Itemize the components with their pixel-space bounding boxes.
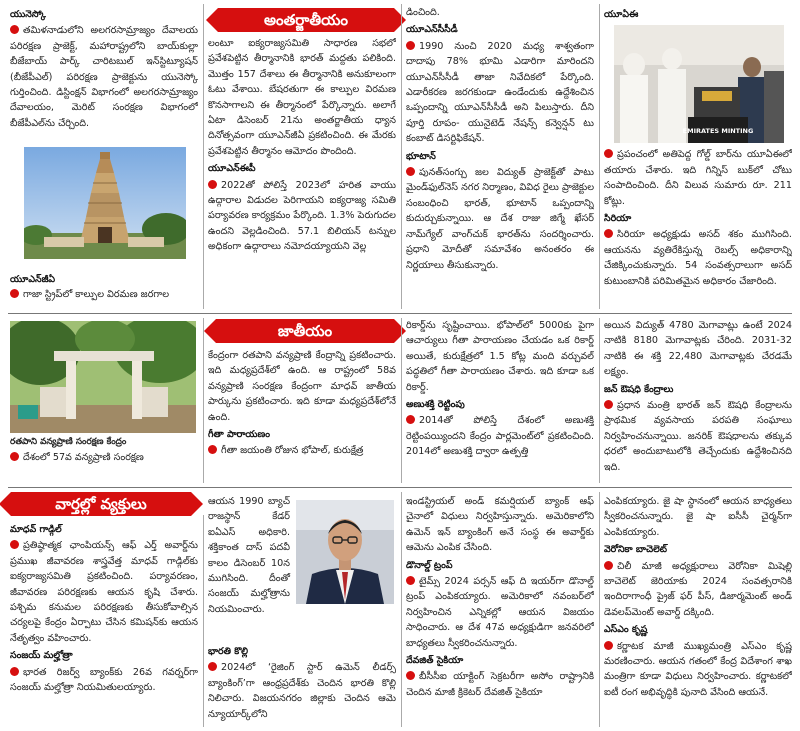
paragraph: పునత్‌సంగ్చు జల విద్యుత్ ప్రాజెక్ట్‌తో పాటు మైండ్‌ఫుల్‌నెస్ నగర నిర్మాణం, వివిధ రైలు ప్రాజెక్టుల సంబంధించి భారత్, భూటాన్ ఒప్పందాన్ని కుదుర్చుకున్నాయి. ఆ దేశ రాజు జిగ్మే ఖేసర్ నామ్‌గ్యేల్ వాంగ్‌చుక్ భారత్‌ను సందర్శించారు. ప్రధాని మోదీతో సమావేశం అనంతరం ఈ నిర్ణయాలు తీసుకున్నారు. [406,167,594,271]
heading: వెరోనికా బాచెలెట్ [604,544,667,556]
bullet-icon [208,662,217,671]
heading: సిరియా [604,213,632,225]
portrait-photo [296,500,394,604]
paragraph: బీసీసీఐ యాక్టింగ్ సెక్రటరీగా అసోం రాష్ట్రానికి చెందిన మాజీ క్రికెటర్ దేవజిత్ సైకియా [406,671,594,698]
paragraph: రికార్డ్‌ను సృష్టించాయి. భోపాల్‌లో 5000కు పైగా ఆచార్యులు గీతా పారాయణం చేయడం ఒక రికార్డ్ అయితే, కురుక్షేత్రలో 1.5 కోట్ల మంది వర్చువల్ పద్ధతిలో గీతా పారాయణం చేశారు. ఇది కూడా ఒక రికార్డ్. [406,320,594,393]
article-uae [604,5,792,307]
bullet-icon [10,25,19,34]
paragraph: గీతా జయంతి రోజున భోపాల్, కురుక్షేత్ర [208,443,396,458]
bullet-icon [208,445,217,454]
article-unccd [406,5,594,307]
article-gadgil [10,520,198,728]
paragraph: ఎంపికయ్యారు. జై షా స్థానంలో ఆయన బాధ్యతలు స్వీకరించనున్నారు. జై షా ఐసీసీ చైర్మన్‌గా ఎంపికయ్యారు. [604,496,792,538]
article-kolli-trump [406,494,594,728]
paragraph: లంటూ ఐక్యరాజ్యసమితి సాధారణ సభలో ప్రవేశపెట్టిన తీర్మానానికి భారత్ మద్దతు పలికింది. మొత్తం 157 దేశాలు ఈ తీర్మానానికి అనుకూలంగా ఓటు వేశాయి. బేషరతుగా ఈ కాల్పుల విరమణ కొనసాగాలని ఈ తీర్మానంలో పేర్కొన్నారు. అలాగే ఏటా డిసెంబర్ 21ను అంతర్జాతీయ ధ్యాన దినోత్సవంగా యూఎన్‌జీఏ ప్రకటించింది. ఈ మేరకు ప్రవేశపెట్టిన తీర్మానం ఆమోదం పొందింది. [208,38,396,157]
col-divider [599,492,600,727]
paragraph: డించింది. [406,7,440,18]
bullet-icon [208,180,217,189]
col-divider [203,515,204,727]
bullet-icon [10,667,19,676]
paragraph: ఇండస్ట్రియల్ అండ్ కమర్షియల్ బ్యాంక్ ఆఫ్ చైనాలో విధులు నిర్వహిస్తున్నారు. అమెరికాలోని ఉమెన్ ఇన్ బ్యాంకింగ్ అనే సంస్థ ఈ అవార్డ్‌కు ఆమెను ఎంపిక చేసింది. [406,496,594,554]
divider-top [8,313,792,314]
paragraph: భారత రిజర్వ్ బ్యాంక్‌కు 26వ గవర్నర్‌గా సంజయ్ మల్హోత్రా నియమితులయ్యారు. [10,666,198,694]
gold-bar-photo [614,25,784,143]
bullet-icon [10,289,19,298]
col-divider [203,4,204,309]
article-malhotra [208,494,396,728]
article-gita-record [406,318,594,483]
paragraph: 1990 నుంచి 2020 మధ్య శాశ్వతంగా దాదాపు 78% భూమి ఎడారిగా మారిందని యూఎన్‌సీసీడీ తాజా నివేదికలో పేర్కొంది. ఎడారీకరణ జరగకుండా ఉండేందుకు ఉద్దేశించిన ఒప్పందాన్ని యూఎన్‌సీసీడీ అని పిలుస్తారు. దీని పూర్తి రూపం- యునైటెడ్ నేషన్స్ కన్వెన్షన్ టు కంబాట్ డిసర్టిఫికేషన్. [406,40,594,145]
paragraph: అయిన విద్యుత్ 4780 మెగావాట్లు ఉంటే 2024 నాటికి 8180 మెగావాట్లకు చేరింది. 2031-32 నాటికి ఈ శక్తి 22,480 మెగావాట్లకు చేరడమే లక్ష్యం. [604,320,792,378]
heading: యూఎన్‌సీసీడీ [406,24,458,36]
paragraph: తమిళనాడులోని అలగరసామ్రాజ్యం దేవాలయ పరిరక్షణ ప్రాజెక్ట్, మహారాష్ట్రలోని బాయ్‌కుల్లా బీజేబాయ్ పార్క్ చారిటబుల్ ఇన్‌స్టిట్యూషన్ (బీజేపీఎల్) పరిరక్షణ ప్రాజెక్టును యునెస్కో గుర్తించింది. డిస్టింక్షన్ విభాగంలో అలగరసామ్రాజ్యం దేవాలయం, మెరిట్ సంరక్షణ విభాగంలో బీజేపీఎల్‌ను చేర్చింది. [10,25,198,129]
col-divider [203,318,204,483]
bullet-icon [406,167,415,176]
heading: యునెస్కో [10,9,46,20]
paragraph: 2014తో పోలిస్తే దేశంలో అణుశక్తి రెట్టింపయ్యిందని కేంద్రం పార్లమెంట్‌లో ప్రకటించింది. 2014లో అణుశక్తి ద్వారా ఉత్పత్తి [406,415,594,458]
heading: అణుశక్తి రెట్టింపు [406,399,465,411]
bullet-icon [406,415,415,424]
paragraph: టైమ్స్ 2024 పర్సన్ ఆఫ్ ది ఇయర్‌గా డొనాల్డ్ ట్రంప్ ఎంపికయ్యారు. అమెరికాలో నవంబర్‌లో నిర్వహించిన ఎన్నికల్లో ఆయన విజయం సాధించారు. ఆ దేశ 47వ అధ్యక్షుడిగా జనవరిలో బాధ్యతలు స్వీకరించనున్నారు. [406,576,594,649]
heading: యూఎన్‌ఈపీ [208,163,256,175]
paragraph: సిరియా అధ్యక్షుడు అసద్ శకం ముగిసింది. ఆయనను వ్యతిరేకిస్తున్న రెబల్స్ అధికారాన్ని చేజిక్కించుకున్నారు. 54 సంవత్సరాలుగా అసద్ కుటుంబానికి పరిమితమైన అధికారం చేజారింది. [604,229,792,287]
banner-persons: వార్తల్లో వ్యక్తులు [11,492,191,516]
article-nuclear [604,318,792,483]
paragraph: ఆయన 1990 బ్యాచ్ రాజస్థాన్ కేడర్ ఐఏఎస్ అధికారి. శక్తికాంత దాస్ పదవీ కాలం డిసెంబర్ 10న ముగిసింది. దీంతో సంజయ్ మల్హోత్రాను నియమించారు. [208,496,290,615]
heading: ఎస్ఎం కృష్ణ [604,624,648,636]
paragraph: 2022తో పోలిస్తే 2023లో హరిత వాయు ఉద్గారాల విడుదల పెరిగాయని ఐక్యరాజ్య సమితి పర్యావరణ కార్యక్రమం పేర్కొంది. 1.3% పెరుగుదల ఉందని వెల్లడించింది. 57.1 బిలియన్ టన్నుల అధికంగా ఉద్గారాలు నమోదయ్యాయని వెల్ల [208,179,396,253]
banner-national: జాతీయం [216,319,394,343]
col-divider [401,318,402,483]
bullet-icon [604,641,613,650]
heading: జన్ ఔషధి కేంద్రాలు [604,383,674,395]
temple-photo [24,147,186,259]
bullet-icon [406,41,415,50]
bullet-icon [604,229,613,238]
banner-international: అంతర్జాతీయం [218,8,394,32]
bullet-icon [604,149,613,158]
heading: యూఎన్‌జీఏ [10,274,56,285]
heading: గీతా పారాయణం [208,429,270,441]
article-saikia-bachelet [604,494,792,728]
divider-bottom [8,487,792,488]
paragraph: దేశంలో 57వ వన్యప్రాణి సంరక్షణ [10,450,198,465]
bullet-icon [406,671,415,680]
bullet-icon [604,400,613,409]
heading: భారతి కొల్లి [208,646,248,657]
article-wildlife [208,348,396,483]
paragraph: ప్రధాన మంత్రి భారత్ జన్ ఔషధి కేంద్రాలను ప్రాథమిక వ్యవసాయ పరపతి సంఘాలు నిర్వహించనున్నాయి. జనరిక్ ఔషధాలను తక్కువ ధరలో అందుబాటులోకి తెచ్చేందుకు ఉద్దేశించినది ఇది. [604,400,792,473]
heading: దేవజిత్ సైకియా [406,655,464,667]
bullet-icon [406,576,415,585]
heading: డొనాల్డ్ ట్రంప్ [406,559,453,571]
heading: యూఏఈ [604,9,639,20]
bullet-icon [604,561,613,570]
heading: భూటాన్ [406,150,436,162]
paragraph: ప్రపంచంలో అతిపెద్ద గోల్డ్ బార్‌ను యూఏఈలో తయారు చేశారు. ఇది గిన్నిస్ బుక్‌లో చోటు సంపాదించింది. దీని విలువ సుమారు రూ. 211 కోట్లు. [604,149,792,207]
emirates-minting-label: EMIRATES MINTING [682,127,754,136]
heading: సంజయ్ మల్హోత్రా [10,650,73,662]
paragraph: గాజా స్ట్రిప్‌లో కాల్పుల విరమణ జరగాల [10,287,169,302]
col-divider [401,4,402,309]
photo-caption: రతపాని వన్యప్రాణి సంరక్షణ కేంద్రం [10,437,127,447]
article-unesco [10,5,198,307]
col-divider [401,492,402,727]
paragraph: కర్ణాటక మాజీ ముఖ్యమంత్రి ఎస్ఎం కృష్ణ మరణించారు. ఆయన గతంలో కేంద్ర విదేశాంగ శాఖ మంత్రిగా కూడా విధులు నిర్వహించారు. కర్ణాటకలో ఐటీ రంగ అభివృద్ధికి పునాది వేసింది ఆయనే. [604,640,792,698]
paragraph: 2024లో ‘రైజింగ్ స్టార్ ఉమెన్ లీడర్స్ బ్యాంకింగ్’గా ఆంధ్రప్రదేశ్‌కు చెందిన భారతి కొల్లి నిలిచారు. విజయనగరం జిల్లాకు చెందిన ఆమె న్యూయార్క్‌లోని [208,662,396,720]
paragraph: ప్రతిష్ఠాత్మక ఛాంపియన్స్ ఆఫ్ ఎర్త్ అవార్డ్‌ను ప్రముఖ జీవావరణ శాస్త్రవేత్త మాధవ్ గాడ్గిల్‌కు ఐక్యరాజ్యసమితి ప్రకటించింది. పర్యావరణం, జీవావరణ పరిరక్షణకు ఆయన కృషి చేశారు. పశ్చిమ కనుమల పరిరక్షణకు తీసుకోవాల్సిన చర్యలపై కేంద్రం ఏర్పాటు చేసిన కమిషన్‌కు ఆయన నేతృత్వం వహించారు. [10,540,198,644]
col-divider [599,318,600,483]
bullet-icon [10,540,19,549]
col-divider [599,4,600,309]
bullet-icon [10,452,19,461]
heading: మాధవ్ గాడ్గిల్ [10,524,62,535]
article-unga [208,36,396,308]
paragraph: చిలీ మాజీ అధ్యక్షురాలు వెరోనికా మిషెల్లి బాచెలెట్ జెరియాకు 2024 సంవత్సరానికి ఇందిరాగాంధీ ప్రైజ్ ఫర్ పీస్, డిజార్మమెంట్ అండ్ డెవలప్‌మెంట్ అవార్డ్ దక్కింది. [604,560,792,618]
sanctuary-photo [10,321,196,433]
article-ratapani [10,318,198,483]
paragraph: కేంద్రంగా రతపాని వన్యప్రాణి కేంద్రాన్ని ప్రకటించారు. ఇది మధ్యప్రదేశ్‌లో ఉంది. ఆ రాష్ట్రంలో 58వ వన్యప్రాణి సంరక్షణ కేంద్రంగా మాధవ్ జాతీయ పార్కును ప్రకటించారు. ఇది కూడా మధ్యప్రదేశ్‌లోనే ఉంది. [208,350,396,423]
